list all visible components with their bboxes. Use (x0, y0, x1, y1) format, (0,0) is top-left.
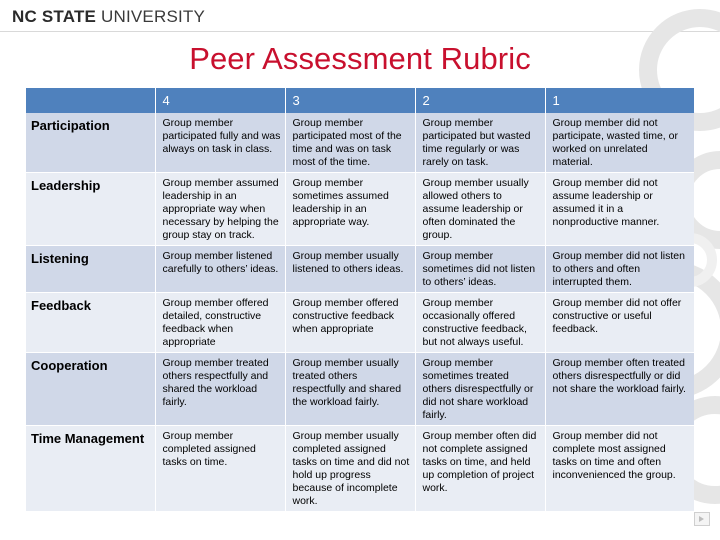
table-cell: Group member sometimes treated others disrespectfully or did not share workload fairly. (415, 353, 545, 426)
header-divider (0, 31, 720, 32)
table-cell: Group member often treated others disrespectfully or did not share the workload fairly. (545, 353, 694, 426)
table-cell: Group member did not listen to others and often interrupted them. (545, 246, 694, 293)
header-cell-score-4: 4 (155, 88, 285, 113)
logo-bold-text: NC STATE (12, 7, 97, 26)
criterion-cell: Leadership (26, 173, 155, 246)
table-cell: Group member did not offer constructive or useful feedback. (545, 293, 694, 353)
table-cell: Group member participated most of the time and was on task most of the time. (285, 113, 415, 173)
header-cell-score-2: 2 (415, 88, 545, 113)
table-row (26, 293, 694, 353)
table-cell: Group member participated but wasted time regularly or was rarely on task. (415, 113, 545, 173)
criterion-cell: Participation (26, 113, 155, 173)
table-cell: Group member listened carefully to others’ ideas. (155, 246, 285, 293)
table-row (26, 246, 694, 293)
header-band (0, 0, 720, 30)
rubric-header-row (26, 88, 694, 113)
rubric-table (26, 88, 694, 512)
table-cell: Group member often did not complete assigned tasks on time, and held up completion of project work. (415, 426, 545, 512)
table-cell: Group member offered detailed, constructive feedback when appropriate (155, 293, 285, 353)
table-cell: Group member occasionally offered constructive feedback, but not always useful. (415, 293, 545, 353)
criterion-cell: Listening (26, 246, 155, 293)
header-cell-criterion (26, 88, 155, 113)
table-cell: Group member sometimes assumed leadership in an appropriate way. (285, 173, 415, 246)
table-row (26, 426, 694, 512)
small-arrow-icon (694, 512, 710, 526)
table-row (26, 353, 694, 426)
table-cell: Group member sometimes did not listen to others’ ideas. (415, 246, 545, 293)
table-cell: Group member assumed leadership in an appropriate way when necessary by helping the group stay on track. (155, 173, 285, 246)
university-logo (12, 7, 205, 27)
table-row (26, 173, 694, 246)
table-cell: Group member did not complete most assigned tasks on time and often inconvenienced the group. (545, 426, 694, 512)
table-cell: Group member did not assume leadership or assumed it in a nonproductive manner. (545, 173, 694, 246)
table-cell: Group member completed assigned tasks on time. (155, 426, 285, 512)
table-cell: Group member participated fully and was always on task in class. (155, 113, 285, 173)
table-cell: Group member usually allowed others to assume leadership or often dominated the group. (415, 173, 545, 246)
table-cell: Group member offered constructive feedback when appropriate (285, 293, 415, 353)
criterion-cell: Cooperation (26, 353, 155, 426)
table-cell: Group member usually listened to others ideas. (285, 246, 415, 293)
criterion-cell: Feedback (26, 293, 155, 353)
table-cell: Group member treated others respectfully and shared the workload fairly. (155, 353, 285, 426)
page-title: Peer Assessment Rubric (189, 41, 531, 76)
criterion-cell: Time Management (26, 426, 155, 512)
table-cell: Group member usually treated others respectfully and shared the workload fairly. (285, 353, 415, 426)
header-cell-score-3: 3 (285, 88, 415, 113)
header-cell-score-1: 1 (545, 88, 694, 113)
table-row (26, 113, 694, 173)
table-cell: Group member usually completed assigned tasks on time and did not hold up progress because of incomplete work. (285, 426, 415, 512)
table-cell: Group member did not participate, wasted time, or worked on unrelated material. (545, 113, 694, 173)
logo-light-text: UNIVERSITY (101, 7, 206, 26)
